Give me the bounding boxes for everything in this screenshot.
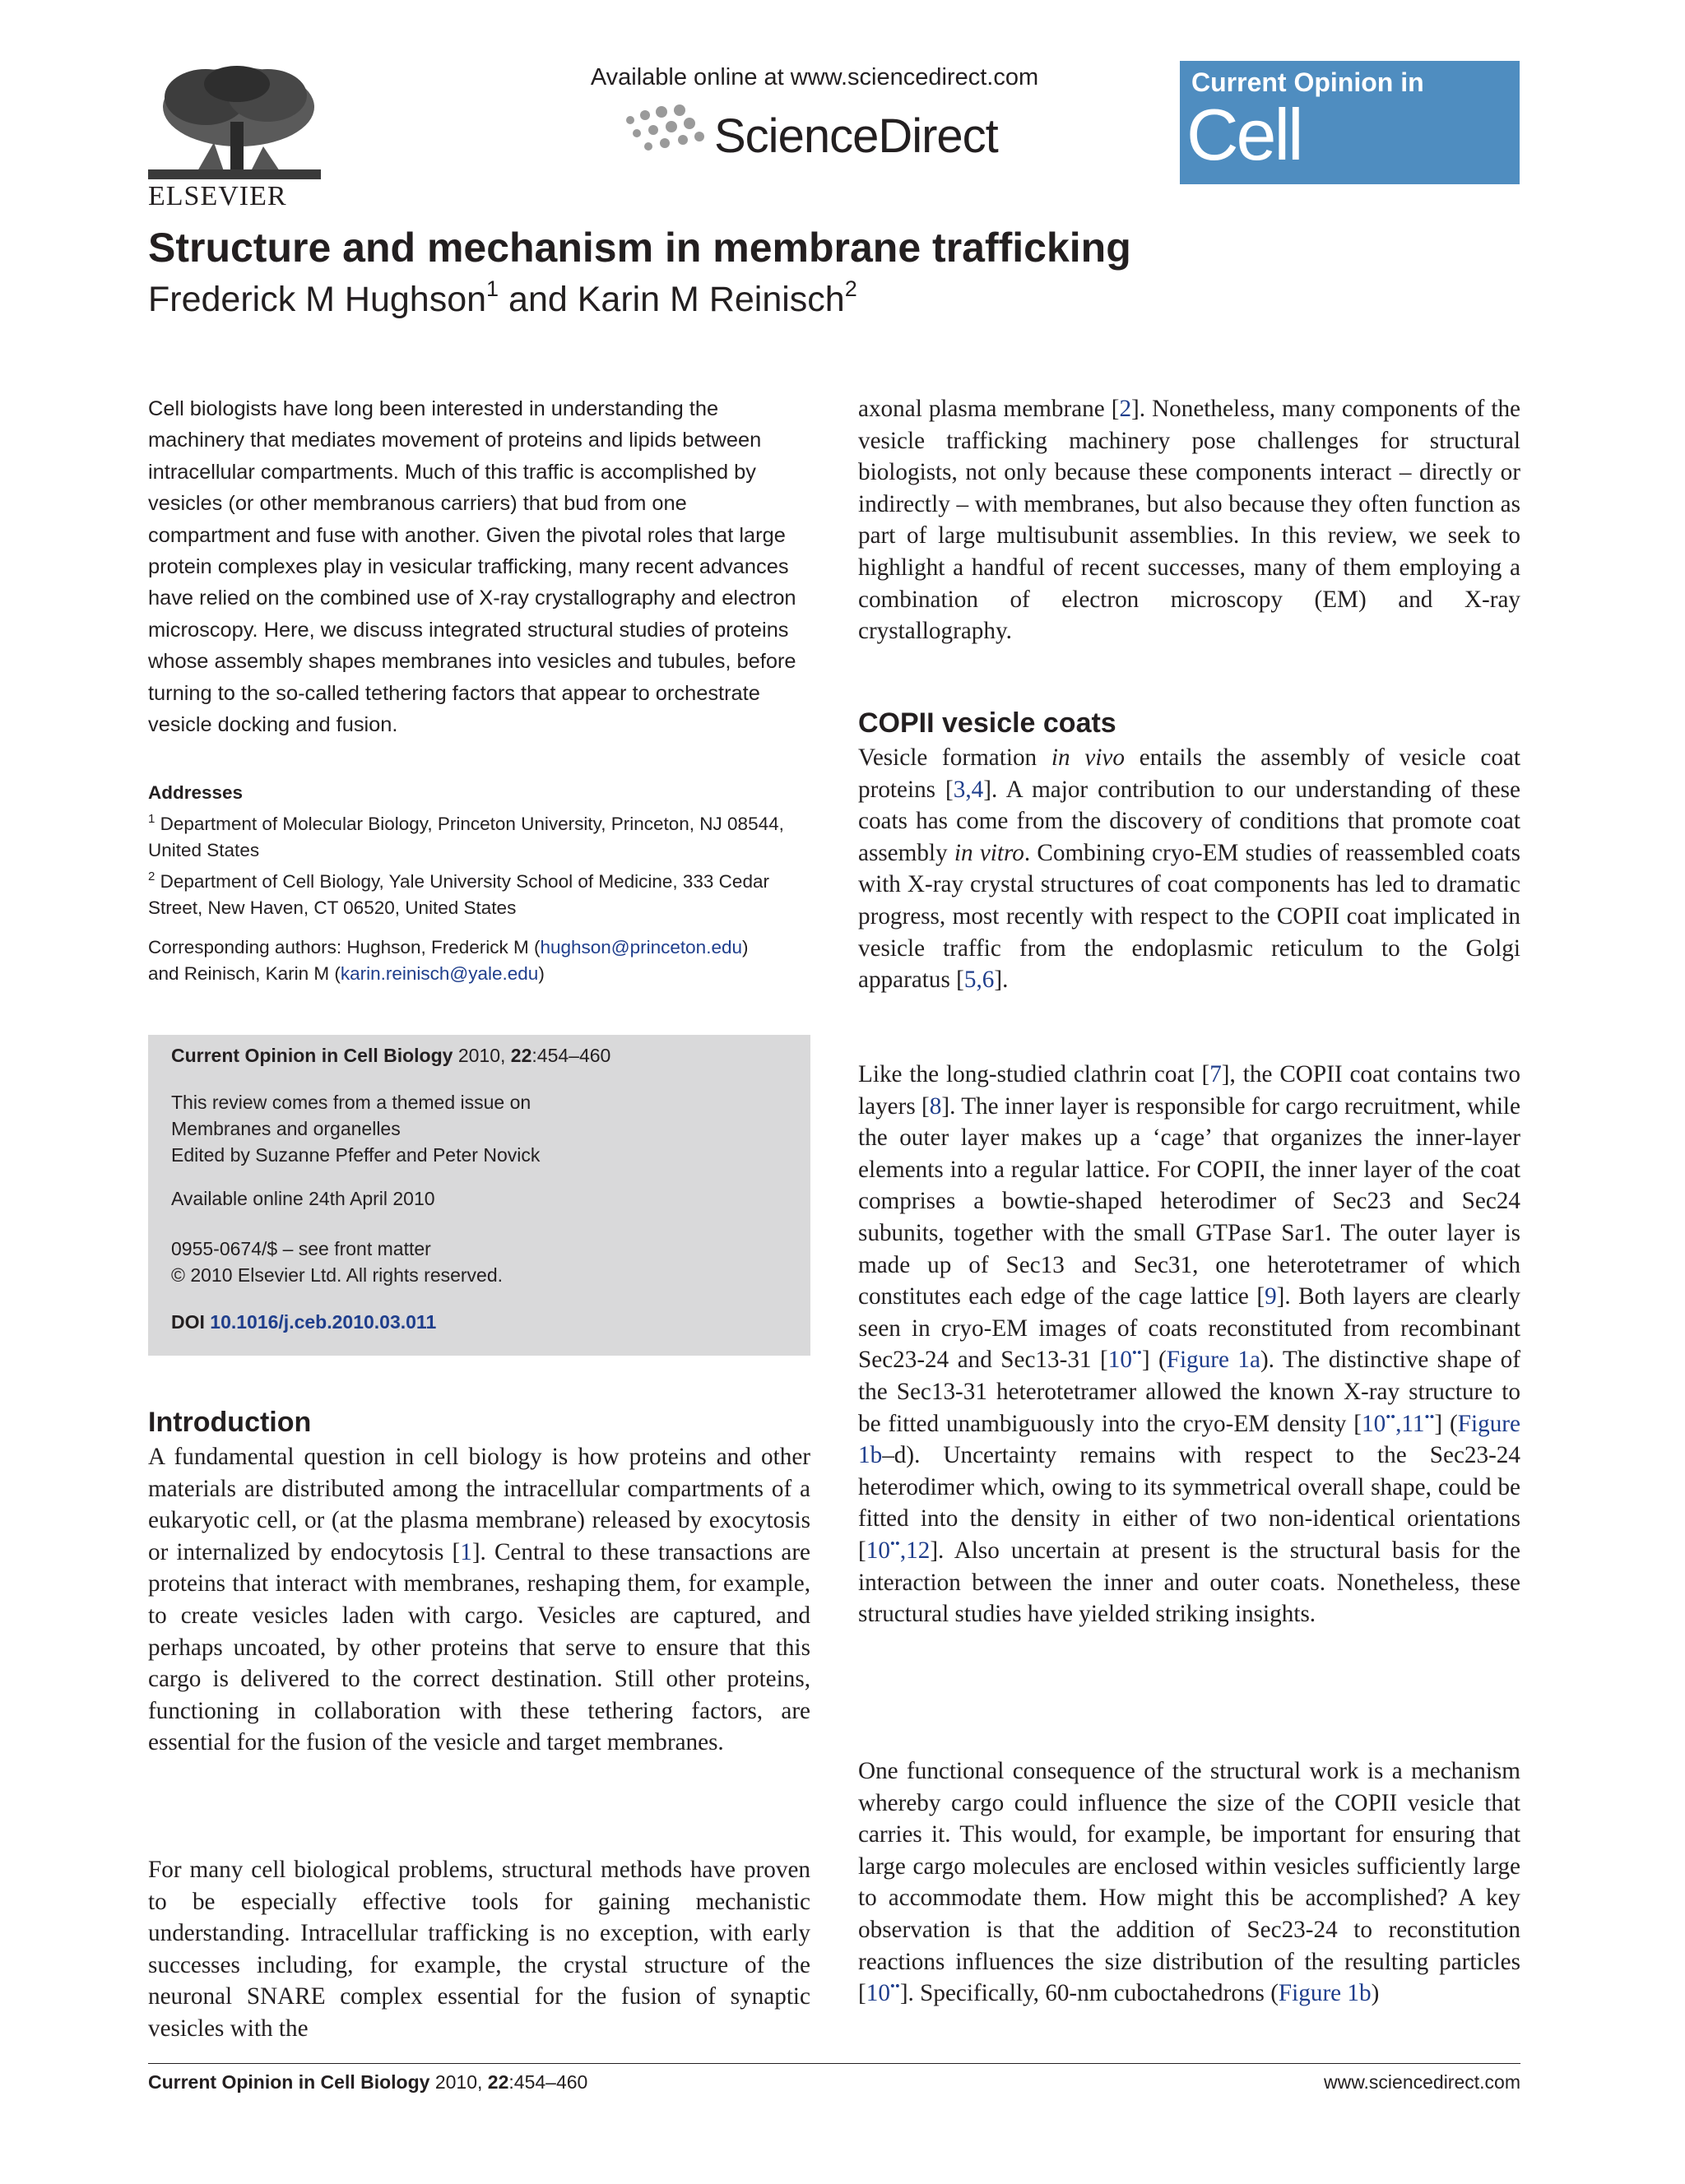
footer-year: 2010, xyxy=(429,2071,488,2093)
footer-citation xyxy=(148,2071,587,2094)
ref-link-7[interactable]: 7 xyxy=(1209,1061,1222,1087)
journal-logo-main: Cell Biology xyxy=(1186,94,1407,257)
sciencedirect-dots-icon xyxy=(619,104,717,161)
info-journal-citation xyxy=(171,1045,610,1067)
rp2-text-c: ]. The inner layer is responsible for cargo recruitment, while the outer layer makes up a ‘cage’ that organizes the inner-layer elements into a regular lattice. For COPII, the inner layer of the coat comprises a bowtie-shaped heterodimer of Sec23 and Sec24 subunits, together with the small GTPase Sar1. The outer layer is made up of Sec13 and Sec31, one heterotetramer of which constitutes each edge of the cage lattice [ xyxy=(858,1092,1520,1310)
address-1-text: Department of Molecular Biology, Princeton University, Princeton, NJ 08544, United States xyxy=(148,814,784,860)
rp1-text-e: ]. xyxy=(994,967,1009,994)
info-journal-year: 2010, xyxy=(453,1045,511,1066)
rp2-text-e: ] ( xyxy=(1141,1347,1167,1374)
elsevier-tree-icon xyxy=(148,64,321,179)
available-online-text: Available online at www.sciencedirect.com xyxy=(590,64,1039,90)
ref-link-10-b[interactable] xyxy=(1362,1408,1396,1437)
rp1-text-a: Vesicle formation xyxy=(858,744,1051,771)
email-link-reinisch[interactable]: karin.reinisch@yale.edu xyxy=(340,963,539,984)
ref-11-num: 11 xyxy=(1401,1410,1425,1437)
corresponding-authors xyxy=(148,934,831,987)
author-2-affiliation: 2 xyxy=(844,276,857,301)
addresses-heading: Addresses xyxy=(148,782,244,803)
rp3-text-c: ) xyxy=(1371,1980,1380,2007)
footer-website: www.sciencedirect.com xyxy=(1323,2071,1520,2093)
author-and: and xyxy=(499,280,578,319)
info-doi-label: DOI xyxy=(171,1311,211,1333)
rp3-text-b: ]. Specifically, 60-nm cuboctahedrons ( xyxy=(899,1980,1279,2007)
article-info-box xyxy=(148,1035,810,1356)
corresponding-prefix: Corresponding authors: Hughson, Frederick M ( xyxy=(148,937,541,958)
introduction-paragraph-2 xyxy=(148,1854,810,2045)
ref-comma: , xyxy=(1395,1410,1402,1437)
ref-10d-dots: •• xyxy=(889,1978,900,1995)
ref-10b-num: 10 xyxy=(1362,1410,1386,1437)
ref-link-9[interactable]: 9 xyxy=(1265,1283,1277,1310)
article-title: Structure and mechanism in membrane trafficking xyxy=(148,225,1131,271)
journal-logo-top: Current Opinion in xyxy=(1191,67,1424,97)
ref-10d-num: 10 xyxy=(866,1980,890,2007)
rp2-text-f: ). The distinctive shape of the Sec13-31 heterotetramer allowed the known X-ray structure to be fitted unambiguously into the cryo-EM density [ xyxy=(858,1347,1520,1437)
footer-pages: :454–460 xyxy=(508,2071,588,2093)
right-paragraph-0 xyxy=(858,393,1520,647)
footer-rule xyxy=(148,2063,1520,2064)
info-copyright: © 2010 Elsevier Ltd. All rights reserved. xyxy=(171,1264,504,1286)
rp0-text-b: ]. Nonetheless, many components of the vesicle trafficking machinery pose challenges for structural biologists, not only because these components interact – directly or indirectly – with membranes, but also because they often function as part of large multisubunit assemblies. In this review, we seek to highlight a handful of recent successes, many of them employing a combination of electron microscopy (EM) and X-ray crystallography. xyxy=(858,396,1521,645)
rp1-text-b: entails the assembly of vesicle coat proteins [ xyxy=(858,744,1520,803)
corresponding-mid: ) xyxy=(742,937,749,958)
doi-link[interactable]: 10.1016/j.ceb.2010.03.011 xyxy=(210,1311,437,1333)
address-2-text: Department of Cell Biology, Yale University School of Medicine, 333 Cedar Street, New Haven, CT 06520, United States xyxy=(148,871,769,918)
rp1-text-d: . Combining cryo-EM studies of reassembled coats with X-ray crystal structures of coat components has led to dramatic progress, most recently with respect to the COPII coat implicated in vesicle traffic from the endoplasmic reticulum to the Golgi apparatus [ xyxy=(858,839,1520,994)
info-theme-line-3: Edited by Suzanne Pfeffer and Peter Novick xyxy=(171,1144,541,1166)
info-doi xyxy=(171,1311,436,1333)
author-1-affiliation: 1 xyxy=(486,276,499,301)
copii-heading: COPII vesicle coats xyxy=(858,707,1116,739)
ref-link-12[interactable]: ,12 xyxy=(899,1537,931,1564)
rp2-text-i: ]. Also uncertain at present is the structural basis for the interaction between the inner and outer coats. Nonetheless, these structural studies have yielded striking insights. xyxy=(858,1537,1520,1628)
ref-link-10-a[interactable] xyxy=(1108,1347,1142,1373)
info-theme xyxy=(171,1089,540,1168)
author-2: Karin M Reinisch xyxy=(577,280,845,319)
rp2-text-h: –d). Uncertainty remains with respect to the Sec23-24 heterodimer which, owing to its symmetrical overall shape, could be fitted into the density in either of two non-identical orientations [ xyxy=(858,1442,1520,1564)
info-theme-line-1: This review comes from a themed issue on xyxy=(171,1092,531,1113)
abstract: Cell biologists have long been interested in understanding the machinery that mediates movement of proteins and lipids between intracellular compartments. Much of this traffic is accomplished by vesicles (or other membranous carriers) that bud from one compartment and fuse with another. Given the pivotal roles that large protein complexes play in vesicular trafficking, many recent advances have relied on the combined use of X-ray crystallography and electron microscopy. Here, we discuss integrated structural studies of proteins whose assembly shapes membranes into vesicles and tubules, before turning to the so-called tethering factors that appear to orchestrate vesicle docking and fusion. xyxy=(148,397,796,737)
rp3-text-a: One functional consequence of the structural work is a mechanism whereby cargo could influence the size of the COPII vesicle that carries it. This would, for example, be important for ensuring that large cargo molecules are enclosed within vesicles sufficiently large to accommodate them. How might this be accomplished? A key observation is that the addition of Sec23-24 to reconstitution reactions influences the size distribution of the resulting particles [ xyxy=(858,1758,1520,2007)
rp1-in-vivo: in vivo xyxy=(1051,744,1125,771)
ref-link-11[interactable] xyxy=(1401,1408,1435,1437)
ref-10c-num: 10 xyxy=(866,1537,890,1564)
info-available-online: Available online 24th April 2010 xyxy=(171,1188,435,1209)
info-issn-line: 0955-0674/$ – see front matter xyxy=(171,1238,431,1259)
corresponding-line2: and Reinisch, Karin M ( xyxy=(148,963,341,984)
ref-link-5-6[interactable]: 5,6 xyxy=(963,967,995,994)
author-1: Frederick M Hughson xyxy=(148,280,487,319)
ref-link-1[interactable]: 1 xyxy=(460,1538,472,1565)
ref-10b-dots: •• xyxy=(1386,1408,1396,1425)
addresses xyxy=(148,780,813,921)
figure-1b-link[interactable]: Figure 1b xyxy=(858,1410,1520,1469)
introduction-heading: Introduction xyxy=(148,1407,312,1438)
ref-11-dots: •• xyxy=(1424,1408,1435,1425)
intro-p1-text-a: A fundamental question in cell biology is how proteins and other materials are distributed among the intracellular compartments of a eukaryotic cell, or (at the plasma membrane) released by exocytosis or internalized by endocytosis [ xyxy=(148,1444,810,1565)
article-authors xyxy=(148,276,857,320)
copii-paragraph-3 xyxy=(858,1755,1520,2010)
ref-link-10-d[interactable] xyxy=(866,1980,900,2006)
info-journal-volume: 22 xyxy=(510,1045,532,1066)
info-issn xyxy=(171,1236,503,1288)
ref-link-3-4[interactable]: 3,4 xyxy=(953,776,984,803)
rp2-text-g: ] ( xyxy=(1434,1410,1458,1437)
address-1-sup: 1 xyxy=(148,812,156,826)
journal-logo xyxy=(1180,61,1520,257)
sciencedirect-wordmark: ScienceDirect xyxy=(714,109,998,163)
rp1-in-vitro: in vitro xyxy=(954,839,1024,866)
email-link-hughson[interactable]: hughson@princeton.edu xyxy=(540,937,742,958)
rp0-text-a: axonal plasma membrane [ xyxy=(858,396,1120,422)
figure-1a-link[interactable]: Figure 1a xyxy=(1166,1347,1260,1374)
rp2-text-d: ]. Both layers are clearly seen in cryo-EM images of coats reconstituted from recombinant Sec23-24 and Sec13-31 [ xyxy=(858,1283,1520,1374)
ref-link-8[interactable]: 8 xyxy=(929,1092,942,1120)
footer-volume: 22 xyxy=(487,2071,509,2093)
address-1 xyxy=(148,806,813,864)
copii-paragraph-2 xyxy=(858,1059,1520,1630)
rp2-text-a: Like the long-studied clathrin coat [ xyxy=(858,1061,1210,1087)
ref-10c-dots: •• xyxy=(889,1535,900,1551)
address-2-sup: 2 xyxy=(148,869,156,883)
address-2 xyxy=(148,864,813,921)
ref-10a-dots: •• xyxy=(1131,1345,1142,1361)
intro-p1-text-b: ]. Central to these transactions are proteins that interact with membranes, reshaping them, for example, to create vesicles laden with cargo. Vesicles are captured, and perhaps uncoated, by other proteins that serve to ensure that this cargo is delivered to the correct destination. Still other proteins, functioning in collaboration with these tethering factors, are essential for the fusion of the vesicle and target membranes. xyxy=(148,1538,811,1756)
publisher-name: ELSEVIER xyxy=(148,181,287,211)
sciencedirect-logo xyxy=(619,97,1014,171)
info-journal-pages: :454–460 xyxy=(531,1045,611,1066)
ref-10a-num: 10 xyxy=(1107,1347,1132,1374)
introduction-paragraph-1 xyxy=(148,1441,810,1759)
figure-1b-link-2[interactable]: Figure 1b xyxy=(1278,1980,1372,2007)
footer-journal: Current Opinion in Cell Biology xyxy=(148,2071,430,2093)
info-theme-line-2: Membranes and organelles xyxy=(171,1118,401,1139)
info-journal-name: Current Opinion in Cell Biology xyxy=(171,1045,453,1066)
copii-paragraph-1 xyxy=(858,742,1520,996)
elsevier-logo xyxy=(148,64,321,211)
ref-link-2[interactable]: 2 xyxy=(1119,396,1132,422)
rp2-text-b: ], the COPII coat contains two layers [ xyxy=(858,1061,1520,1120)
corresponding-suffix: ) xyxy=(538,963,545,984)
ref-link-10-c[interactable] xyxy=(866,1537,900,1564)
rp1-text-c: ]. A major contribution to our understanding of these coats has come from the discovery of conditions that promote coat assembly xyxy=(858,776,1520,866)
intro-p2-text: For many cell biological problems, structural methods have proven to be especially effective tools for gaining mechanistic understanding. Intracellular trafficking is no exception, with early successes including, for example, the crystal structure of the neuronal SNARE complex essential for the fusion of synaptic vesicles with the xyxy=(148,1857,810,2042)
